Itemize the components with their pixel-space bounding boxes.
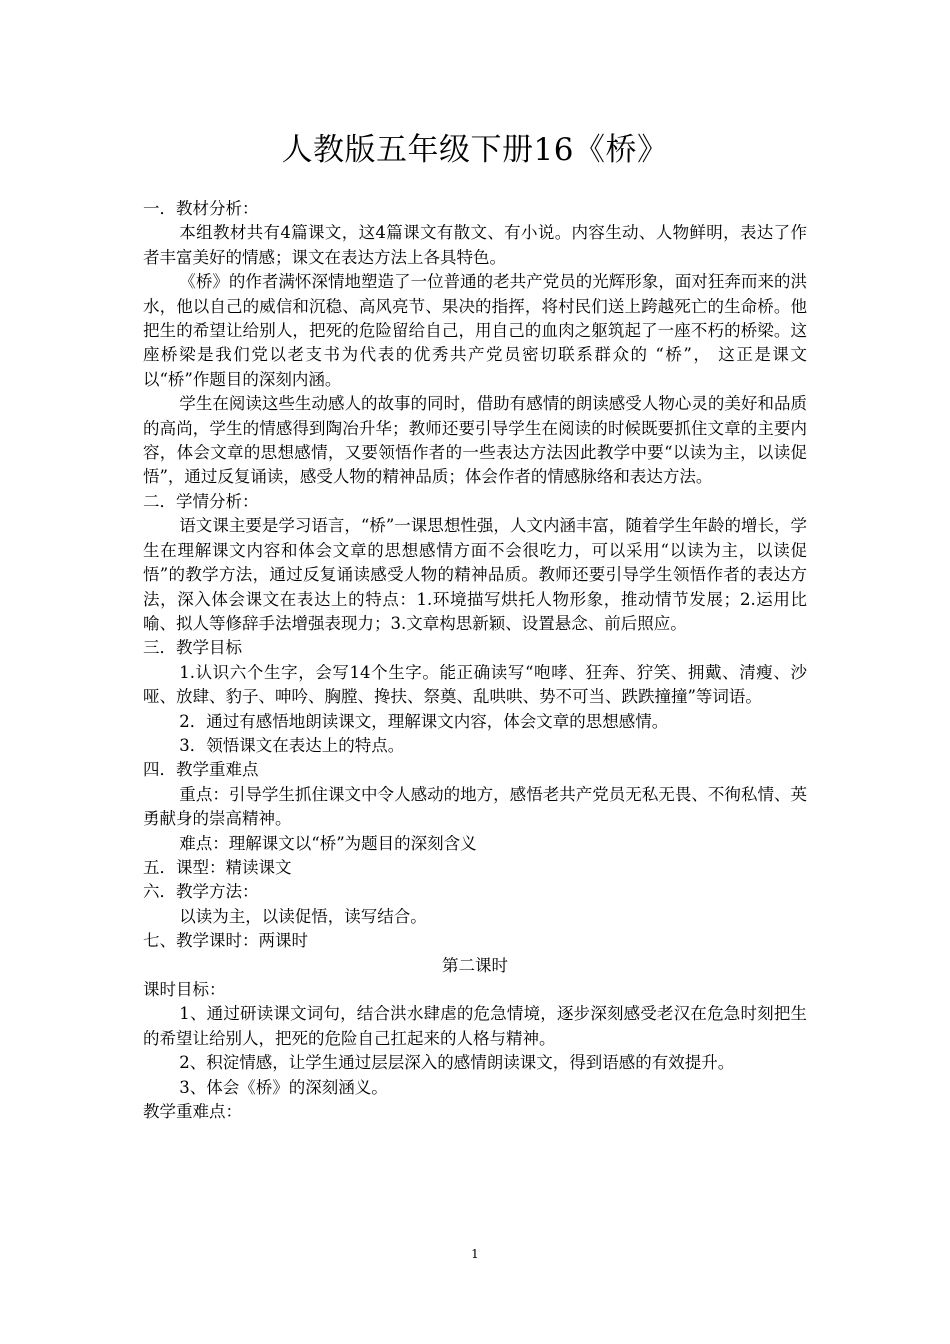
- section-heading: 三．教学目标: [143, 638, 242, 658]
- paragraph: 3、体会《桥》的深刻涵义。: [179, 1077, 388, 1097]
- section-heading: 四．教学重难点: [143, 760, 259, 780]
- document-body: [143, 197, 807, 1124]
- section-heading: 一．教材分析：: [143, 199, 259, 218]
- section-heading: 课时目标：: [143, 980, 226, 999]
- lesson-subtitle: 第二课时: [442, 955, 508, 975]
- paragraph: 难点：理解课文以“桥”为题目的深刻含义: [179, 833, 477, 853]
- paragraph: 本组教材共有4篇课文，这4篇课文有散文、有小说。内容生动、人物鲜明，表达了作者丰富美好的情感；课文在表达方法上各具特色。: [143, 223, 807, 267]
- section-heading: 二．学情分析：: [143, 491, 259, 511]
- paragraph: 学生在阅读这些生动感人的故事的同时，借助有感情的朗读感受人物心灵的美好和品质的高尚，学生的情感得到陶冶升华；教师还要引导学生在阅读的时候既要抓住文章的主要内容，体会文章的思想感情，又要领悟作者的一些表达方法因此教学中要“以读为主，以读促悟”，通过反复诵读，感受人物的精神品质；体会作者的情感脉络和表达方法。: [143, 394, 807, 487]
- section-heading: 五．课型：精读课文: [143, 857, 292, 877]
- paragraph: 3．领悟课文在表达上的特点。: [179, 735, 405, 755]
- paragraph: 2、积淀情感，让学生通过层层深入的感情朗读课文，得到语感的有效提升。: [179, 1053, 735, 1073]
- document-title: 人教版五年级下册16《桥》: [281, 132, 669, 168]
- section-heading: 七、教学课时：两课时: [143, 931, 308, 951]
- page-number: 1: [471, 1247, 479, 1261]
- paragraph: 1.认识六个生字，会写14个生字。能正确读写“咆哮、狂奔、狞笑、拥戴、清瘦、沙哑、放肆、豹子、呻吟、胸膛、搀扶、祭奠、乱哄哄、势不可当、跌跌撞撞”等词语。: [143, 662, 807, 707]
- paragraph: 1、通过研读课文词句，结合洪水肆虐的危急情境，逐步深刻感受老汉在危急时刻把生的希望让给别人，把死的危险自己扛起来的人格与精神。: [143, 1004, 807, 1048]
- paragraph: 2．通过有感悟地朗读课文，理解课文内容，体会文章的思想感情。: [179, 711, 669, 731]
- section-heading: 六．教学方法：: [143, 882, 259, 902]
- paragraph: 重点：引导学生抓住课文中令人感动的地方，感悟老共产党员无私无畏、不徇私情、英勇献身的崇高精神。: [143, 784, 807, 829]
- paragraph: 以读为主，以读促悟，读写结合。: [179, 906, 427, 926]
- paragraph: 语文课主要是学习语言，“桥”一课思想性强，人文内涵丰富，随着学生年龄的增长，学生在理解课文内容和体会文章的思想感情方面不会很吃力，可以采用“以读为主，以读促悟”的教学方法，通过反复诵读感受人物的精神品质。教师还要引导学生领悟作者的表达方法，深入体会课文在表达上的特点：1.环境描写烘托人物形象，推动情节发展；2.运用比喻、拟人等修辞手法增强表现力；3.文章构思新颖、设置悬念、前后照应。: [143, 516, 807, 633]
- paragraph: 《桥》的作者满怀深情地塑造了一位普通的老共产党员的光辉形象，面对狂奔而来的洪水，他以自己的威信和沉稳、高风亮节、果决的指挥，将村民们送上跨越死亡的生命桥。他把生的希望让给别人，把死的危险留给自己，用自己的血肉之躯筑起了一座不朽的桥梁。这座桥梁是我们党以老支书为代表的优秀共产党员密切联系群众的 “桥”， 这正是课文以“桥”作题目的深刻内涵。: [143, 272, 807, 389]
- section-heading: 教学重难点：: [143, 1102, 242, 1122]
